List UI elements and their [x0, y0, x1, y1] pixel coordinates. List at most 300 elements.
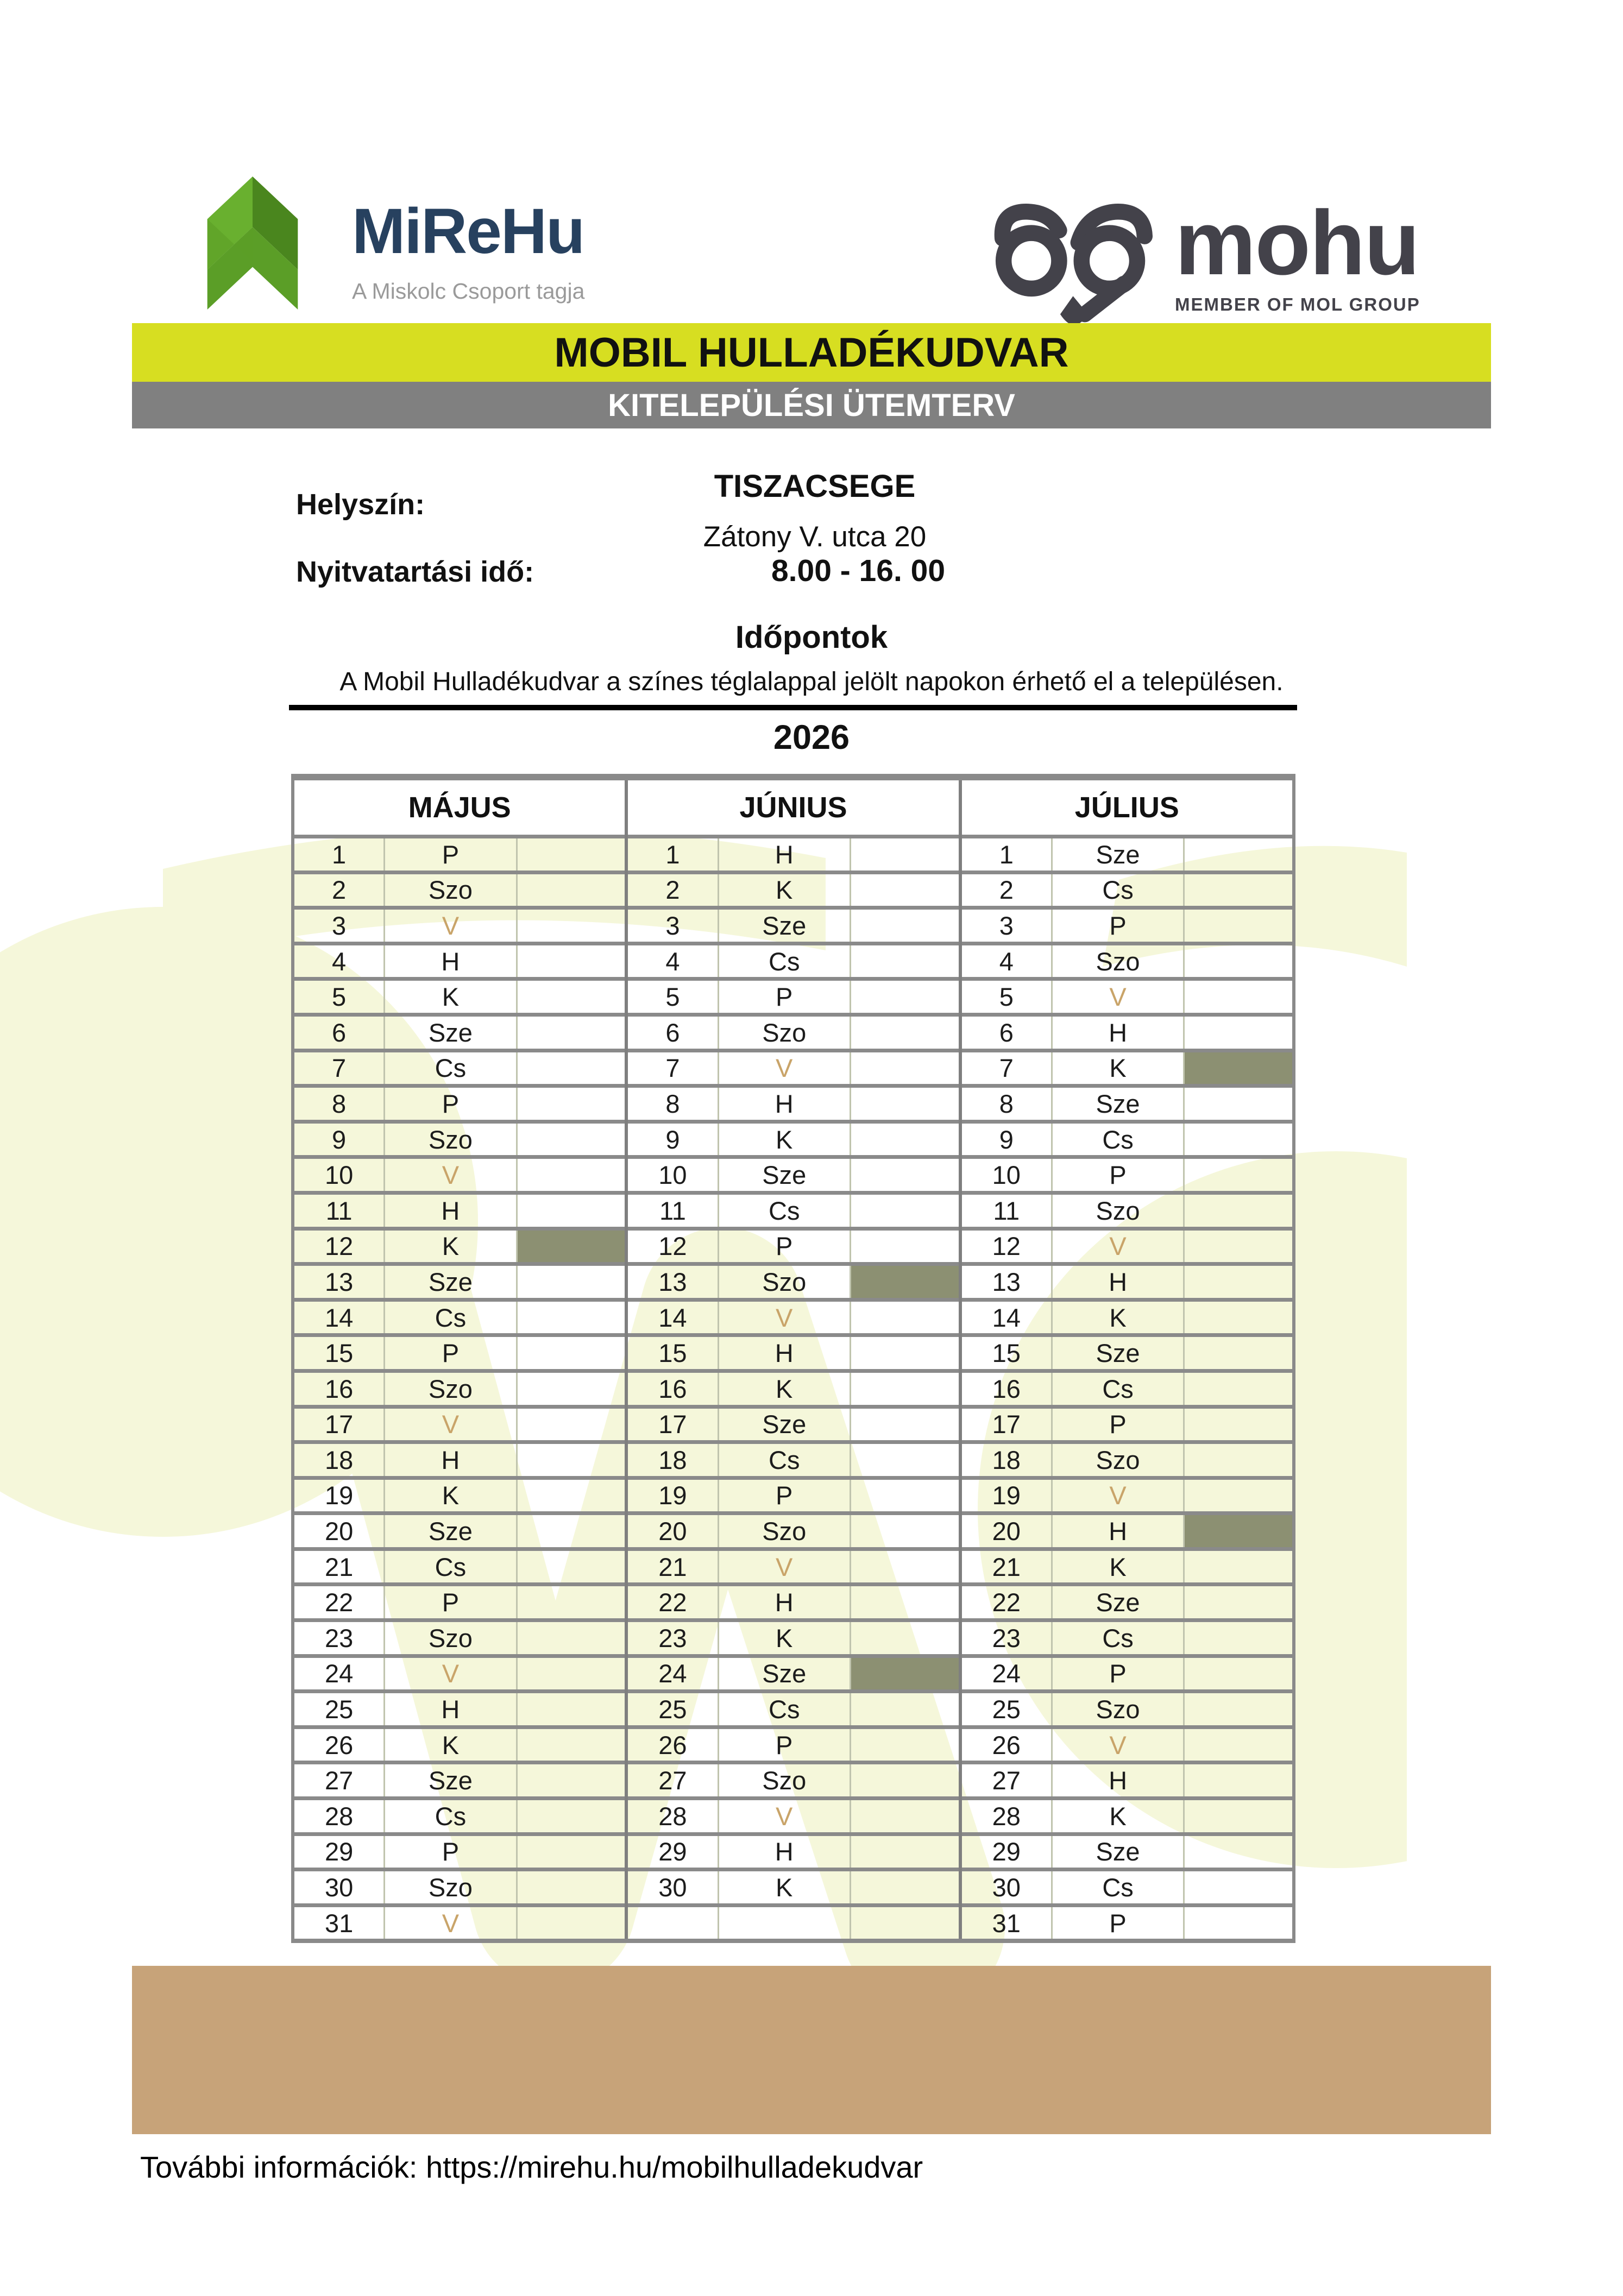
day-highlight-cell [516, 1764, 625, 1796]
calendar-row [294, 1191, 625, 1227]
day-highlight-cell [1183, 1266, 1292, 1298]
day-highlight-cell [850, 1729, 959, 1761]
day-abbr: H [1051, 1764, 1183, 1796]
day-highlight-cell [1183, 1586, 1292, 1618]
calendar-row [294, 1832, 625, 1868]
day-number: 2 [332, 875, 347, 905]
day-highlight-cell [516, 1088, 625, 1120]
day-abbr: H [718, 1836, 850, 1868]
calendar-row [294, 1689, 625, 1725]
mohu-wordmark: mohu [1175, 192, 1419, 294]
day-abbr: H [1051, 1017, 1183, 1049]
day-abbr: H [383, 1693, 515, 1725]
day-abbr: P [1051, 1907, 1183, 1939]
day-highlight-cell [516, 1124, 625, 1156]
day-abbr: H [718, 1088, 850, 1120]
day-number: 16 [992, 1374, 1021, 1403]
day-highlight-cell [850, 1800, 959, 1832]
day-highlight-cell [1183, 1729, 1292, 1761]
day-number: 1 [999, 840, 1014, 869]
mohu-owl-icon [993, 200, 1153, 341]
day-abbr: P [1051, 910, 1183, 942]
day-highlight-cell [1183, 1764, 1292, 1796]
day-abbr: Cs [1051, 1622, 1183, 1654]
day-abbr: H [1051, 1266, 1183, 1298]
day-number: 17 [324, 1410, 354, 1439]
calendar-row [962, 1298, 1292, 1334]
calendar-row [962, 1582, 1292, 1618]
calendar-row [628, 1084, 958, 1120]
calendar-row [294, 942, 625, 977]
day-number: 7 [332, 1054, 347, 1083]
day-number: 4 [665, 947, 680, 976]
calendar-row [962, 977, 1292, 1013]
location-address: Zátony V. utca 20 [703, 521, 927, 553]
day-highlight-cell [1183, 838, 1292, 871]
day-number: 10 [658, 1160, 687, 1190]
day-highlight-cell [1183, 1195, 1292, 1227]
day-abbr: K [1051, 1800, 1183, 1832]
day-abbr: Sze [718, 1658, 850, 1690]
day-number: 29 [992, 1837, 1021, 1866]
calendar-row [628, 1333, 958, 1369]
calendar-row [294, 1405, 625, 1441]
day-highlight-cell [850, 945, 959, 977]
day-number: 6 [332, 1018, 347, 1047]
day-highlight-cell [1183, 1017, 1292, 1049]
day-abbr: P [1051, 1658, 1183, 1690]
day-abbr: P [383, 838, 515, 871]
day-highlight-cell [516, 1195, 625, 1227]
calendar-row [628, 1582, 958, 1618]
calendar-row [294, 906, 625, 942]
day-abbr: K [1051, 1302, 1183, 1334]
calendar-row [628, 1761, 958, 1796]
calendar-row [628, 835, 958, 871]
calendar-row [628, 1832, 958, 1868]
day-number: 20 [658, 1517, 687, 1546]
day-abbr: K [383, 1231, 515, 1263]
calendar-row [294, 1476, 625, 1512]
day-number: 9 [665, 1125, 680, 1154]
calendar-row [962, 1084, 1292, 1120]
month-column-május [294, 780, 625, 1939]
day-highlight-cell [850, 1480, 959, 1512]
day-highlight-cell [850, 1622, 959, 1654]
day-number: 11 [659, 1196, 686, 1225]
day-abbr: H [718, 1337, 850, 1369]
day-number: 24 [658, 1659, 687, 1688]
day-abbr: Sze [718, 1159, 850, 1191]
day-number: 9 [332, 1125, 347, 1154]
calendar-row [294, 1369, 625, 1405]
day-number: 3 [332, 911, 347, 940]
day-highlight-cell [516, 1231, 625, 1263]
day-highlight-cell [516, 1480, 625, 1512]
day-abbr: K [383, 1480, 515, 1512]
day-highlight-cell [1183, 1551, 1292, 1583]
day-highlight-cell [850, 1551, 959, 1583]
calendar-table [291, 774, 1295, 1943]
day-highlight-cell [516, 1515, 625, 1547]
day-number: 22 [992, 1588, 1021, 1617]
day-abbr: Cs [383, 1800, 515, 1832]
day-highlight-cell [1183, 1444, 1292, 1476]
day-highlight-cell [516, 1622, 625, 1654]
day-number: 7 [999, 1054, 1014, 1083]
page-title: MOBIL HULLADÉKUDVAR [554, 329, 1069, 376]
day-number: 19 [658, 1481, 687, 1510]
day-abbr: Szo [718, 1764, 850, 1796]
calendar-row [294, 1013, 625, 1049]
day-highlight-cell [850, 1052, 959, 1084]
day-abbr: Cs [718, 1195, 850, 1227]
day-abbr: P [718, 981, 850, 1013]
day-number: 15 [324, 1339, 354, 1368]
day-abbr: Cs [1051, 874, 1183, 906]
day-number: 12 [658, 1232, 687, 1261]
calendar-row [294, 1654, 625, 1690]
calendar-row [628, 1155, 958, 1191]
day-abbr: K [1051, 1052, 1183, 1084]
day-abbr: K [718, 874, 850, 906]
day-highlight-cell [1183, 1088, 1292, 1120]
day-abbr: Szo [718, 1266, 850, 1298]
calendar-row [962, 1868, 1292, 1903]
calendar-row [962, 1333, 1292, 1369]
day-abbr: K [1051, 1551, 1183, 1583]
calendar-row [962, 1405, 1292, 1441]
calendar-row [628, 1191, 958, 1227]
day-abbr: H [383, 945, 515, 977]
day-number: 13 [658, 1267, 687, 1296]
day-abbr: H [383, 1444, 515, 1476]
day-number: 20 [992, 1517, 1021, 1546]
calendar-row [628, 871, 958, 906]
day-highlight-cell [1183, 1836, 1292, 1868]
calendar-row [962, 1476, 1292, 1512]
hours-value: 8.00 - 16. 00 [771, 553, 946, 588]
mohu-logo [993, 192, 1420, 341]
day-highlight-cell [850, 1302, 959, 1334]
day-abbr: V [383, 1658, 515, 1690]
day-number: 11 [993, 1196, 1020, 1225]
day-highlight-cell [516, 1800, 625, 1832]
day-highlight-cell [516, 1693, 625, 1725]
day-number: 5 [332, 982, 347, 1012]
day-abbr: Cs [1051, 1124, 1183, 1156]
day-number: 8 [332, 1089, 347, 1118]
day-number: 20 [324, 1517, 354, 1546]
day-highlight-cell [1183, 910, 1292, 942]
calendar-row [962, 1547, 1292, 1583]
day-highlight-cell [850, 1764, 959, 1796]
day-highlight-cell [516, 1302, 625, 1334]
title-banner [132, 323, 1491, 382]
day-highlight-cell [516, 945, 625, 977]
day-abbr: K [383, 981, 515, 1013]
calendar-row [294, 1227, 625, 1263]
calendar-row [962, 871, 1292, 906]
day-abbr [718, 1907, 850, 1939]
day-abbr: Szo [1051, 945, 1183, 977]
day-number: 2 [665, 875, 680, 905]
day-number: 11 [325, 1196, 353, 1225]
day-abbr: Sze [718, 910, 850, 942]
day-number: 9 [999, 1125, 1014, 1154]
day-highlight-cell [516, 1729, 625, 1761]
calendar-row [962, 1369, 1292, 1405]
day-highlight-cell [516, 1373, 625, 1405]
day-highlight-cell [516, 1444, 625, 1476]
hours-label: Nyitvatartási idő: [296, 556, 534, 588]
contact-box [132, 1966, 1491, 2134]
day-number: 25 [992, 1695, 1021, 1724]
day-highlight-cell [1183, 1800, 1292, 1832]
day-highlight-cell [850, 1337, 959, 1369]
day-abbr: P [1051, 1409, 1183, 1441]
day-highlight-cell [850, 1195, 959, 1227]
day-number: 27 [658, 1766, 687, 1795]
day-number: 28 [324, 1801, 354, 1831]
schedule-year: 2026 [773, 718, 850, 756]
day-highlight-cell [516, 1266, 625, 1298]
day-abbr: P [718, 1231, 850, 1263]
day-number: 16 [658, 1374, 687, 1403]
day-abbr: Cs [383, 1052, 515, 1084]
calendar-row [294, 1298, 625, 1334]
day-abbr: Cs [718, 1693, 850, 1725]
calendar-row [294, 835, 625, 871]
calendar-row [962, 1654, 1292, 1690]
day-number: 28 [992, 1801, 1021, 1831]
calendar-row [294, 1084, 625, 1120]
page-subtitle: KITELEPÜLÉSI ÜTEMTERV [608, 387, 1015, 423]
day-number: 15 [658, 1339, 687, 1368]
calendar-row [294, 1725, 625, 1761]
day-number: 26 [324, 1730, 354, 1759]
day-abbr: P [383, 1088, 515, 1120]
day-abbr: Szo [383, 874, 515, 906]
day-abbr: H [1051, 1515, 1183, 1547]
calendar-row [294, 1511, 625, 1547]
day-highlight-cell [1183, 945, 1292, 977]
day-number: 19 [324, 1481, 354, 1510]
day-number: 14 [324, 1303, 354, 1332]
calendar-row [628, 1369, 958, 1405]
calendar-row [628, 1049, 958, 1084]
day-number: 10 [324, 1160, 354, 1190]
calendar-row [294, 1796, 625, 1832]
month-header: MÁJUS [294, 780, 625, 835]
day-abbr: K [718, 1124, 850, 1156]
subtitle-banner [132, 382, 1491, 428]
day-highlight-cell [850, 1017, 959, 1049]
day-highlight-cell [850, 1088, 959, 1120]
day-number: 8 [665, 1089, 680, 1118]
day-abbr: Szo [383, 1373, 515, 1405]
day-number: 26 [658, 1730, 687, 1759]
calendar-row [294, 1120, 625, 1156]
day-number: 29 [324, 1837, 354, 1866]
day-abbr: Szo [383, 1871, 515, 1903]
day-number: 1 [665, 840, 680, 869]
day-highlight-cell [850, 1515, 959, 1547]
month-header: JÚLIUS [962, 780, 1292, 835]
calendar-row [628, 1903, 958, 1939]
day-highlight-cell [516, 1907, 625, 1939]
day-abbr: H [718, 838, 850, 871]
day-abbr: P [718, 1729, 850, 1761]
day-highlight-cell [850, 1409, 959, 1441]
day-abbr: V [383, 1907, 515, 1939]
calendar-row [628, 1227, 958, 1263]
day-abbr: Szo [718, 1017, 850, 1049]
day-number: 25 [324, 1695, 354, 1724]
day-number: 28 [658, 1801, 687, 1831]
day-number: 23 [658, 1623, 687, 1652]
day-number: 2 [999, 875, 1014, 905]
calendar-row [628, 1547, 958, 1583]
calendar-row [962, 1796, 1292, 1832]
day-number: 24 [992, 1659, 1021, 1688]
day-abbr: Sze [718, 1409, 850, 1441]
day-abbr: V [383, 1409, 515, 1441]
day-highlight-cell [850, 1693, 959, 1725]
day-abbr: K [718, 1871, 850, 1903]
calendar-row [962, 1120, 1292, 1156]
day-number: 17 [992, 1410, 1021, 1439]
day-number: 21 [658, 1552, 687, 1581]
day-highlight-cell [1183, 981, 1292, 1013]
calendar-row [628, 1868, 958, 1903]
calendar-row [962, 1903, 1292, 1939]
day-number: 3 [665, 911, 680, 940]
day-highlight-cell [1183, 1409, 1292, 1441]
day-number: 30 [992, 1873, 1021, 1902]
calendar-row [628, 1298, 958, 1334]
calendar-row [294, 1547, 625, 1583]
day-abbr: V [1051, 1231, 1183, 1263]
day-highlight-cell [516, 874, 625, 906]
day-highlight-cell [516, 1409, 625, 1441]
day-highlight-cell [1183, 1159, 1292, 1191]
day-number: 10 [992, 1160, 1021, 1190]
day-abbr: Szo [718, 1515, 850, 1547]
mirehu-logo [185, 176, 584, 310]
calendar-row [962, 1511, 1292, 1547]
day-highlight-cell [1183, 1515, 1292, 1547]
day-abbr: Szo [1051, 1195, 1183, 1227]
day-highlight-cell [516, 1337, 625, 1369]
day-highlight-cell [1183, 1480, 1292, 1512]
day-abbr: Sze [383, 1515, 515, 1547]
day-highlight-cell [1183, 1124, 1292, 1156]
calendar-row [628, 1262, 958, 1298]
day-abbr: K [718, 1622, 850, 1654]
day-number: 31 [992, 1908, 1021, 1938]
day-abbr: K [383, 1729, 515, 1761]
day-number: 27 [324, 1766, 354, 1795]
day-number: 23 [992, 1623, 1021, 1652]
day-highlight-cell [516, 838, 625, 871]
day-number: 12 [992, 1232, 1021, 1261]
day-abbr: V [718, 1551, 850, 1583]
day-highlight-cell [850, 1871, 959, 1903]
day-abbr: V [383, 910, 515, 942]
day-abbr: P [1051, 1159, 1183, 1191]
day-highlight-cell [850, 838, 959, 871]
day-highlight-cell [516, 1052, 625, 1084]
day-abbr: Sze [383, 1266, 515, 1298]
day-highlight-cell [516, 1551, 625, 1583]
calendar-row [962, 835, 1292, 871]
location-label: Helyszín: [296, 488, 425, 521]
day-number: 19 [992, 1481, 1021, 1510]
calendar-row [294, 1618, 625, 1654]
day-abbr: Cs [718, 945, 850, 977]
day-abbr: Szo [383, 1124, 515, 1156]
day-abbr: Cs [383, 1551, 515, 1583]
calendar-row [294, 1333, 625, 1369]
month-header: JÚNIUS [628, 780, 958, 835]
day-abbr: Cs [1051, 1871, 1183, 1903]
day-highlight-cell [1183, 1693, 1292, 1725]
day-number: 22 [658, 1588, 687, 1617]
schedule-title: Időpontok [735, 620, 888, 655]
calendar-row [962, 906, 1292, 942]
day-abbr: Sze [1051, 838, 1183, 871]
calendar-row [962, 1155, 1292, 1191]
month-column-július [959, 780, 1292, 1939]
day-number: 13 [992, 1267, 1021, 1296]
day-highlight-cell [516, 910, 625, 942]
day-highlight-cell [1183, 874, 1292, 906]
divider-rule [289, 705, 1297, 710]
mirehu-wordmark: MiReHu [352, 195, 584, 267]
calendar-row [628, 1796, 958, 1832]
calendar-row [294, 1761, 625, 1796]
day-number: 12 [324, 1232, 354, 1261]
day-highlight-cell [1183, 1907, 1292, 1939]
calendar-row [294, 1903, 625, 1939]
day-number: 4 [332, 947, 347, 976]
day-number: 18 [324, 1445, 354, 1474]
day-number: 5 [999, 982, 1014, 1012]
day-highlight-cell [516, 981, 625, 1013]
day-abbr: V [718, 1800, 850, 1832]
calendar-row [294, 977, 625, 1013]
day-number: 3 [999, 911, 1014, 940]
day-highlight-cell [1183, 1052, 1292, 1084]
calendar-row [294, 1049, 625, 1084]
day-number: 4 [999, 947, 1014, 976]
day-number: 26 [992, 1730, 1021, 1759]
day-number: 6 [665, 1018, 680, 1047]
day-number: 7 [665, 1054, 680, 1083]
calendar-row [962, 1618, 1292, 1654]
day-number: 23 [324, 1623, 354, 1652]
day-highlight-cell [850, 1907, 959, 1939]
calendar-row [294, 1155, 625, 1191]
day-abbr: K [718, 1373, 850, 1405]
day-highlight-cell [1183, 1337, 1292, 1369]
day-number: 1 [332, 840, 347, 869]
calendar-row [628, 1689, 958, 1725]
day-abbr: V [1051, 1480, 1183, 1512]
calendar-row [628, 1618, 958, 1654]
day-number: 21 [324, 1552, 354, 1581]
